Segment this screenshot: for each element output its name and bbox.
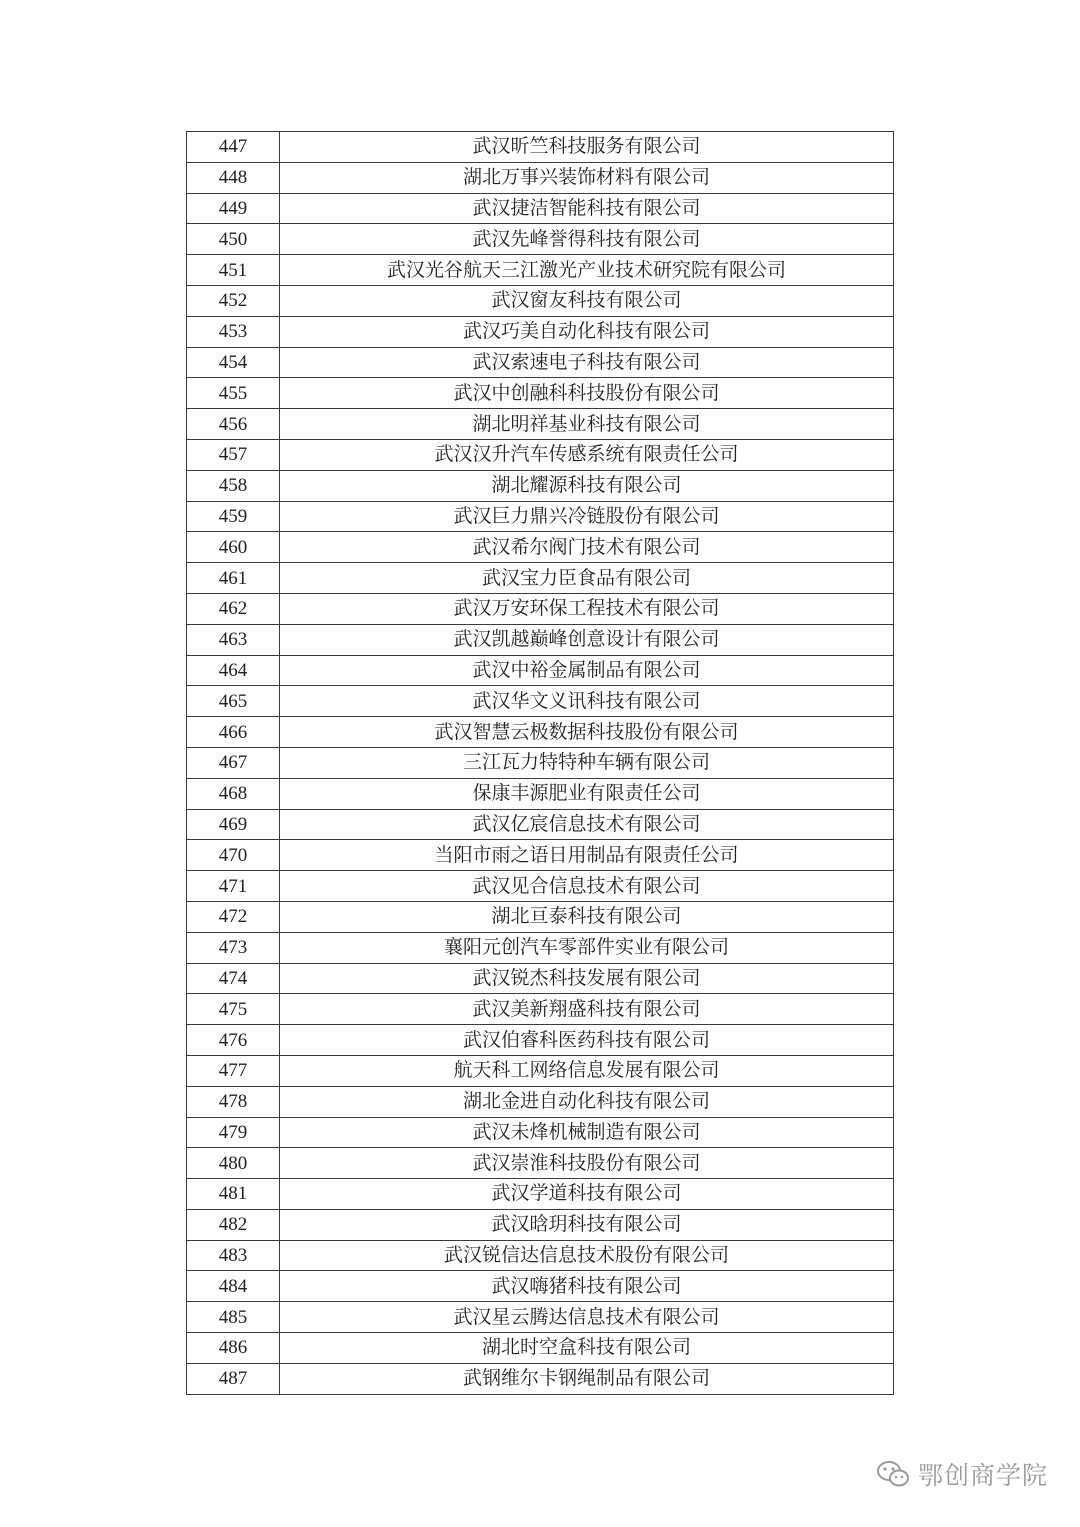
row-number: 468: [187, 778, 280, 809]
table-row: [187, 1179, 894, 1210]
table-row: [187, 1209, 894, 1240]
table-row: [187, 316, 894, 347]
row-number: 454: [187, 347, 280, 378]
row-number: 486: [187, 1333, 280, 1364]
company-name: 武汉学道科技有限公司: [280, 1179, 894, 1210]
table-row: [187, 593, 894, 624]
table-row: [187, 1117, 894, 1148]
company-name: 湖北时空盒科技有限公司: [280, 1333, 894, 1364]
table-row: [187, 901, 894, 932]
company-name: 襄阳元创汽车零部件实业有限公司: [280, 932, 894, 963]
row-number: 466: [187, 717, 280, 748]
table-row: [187, 1086, 894, 1117]
row-number: 477: [187, 1055, 280, 1086]
company-name: 武汉捷洁智能科技有限公司: [280, 193, 894, 224]
table-row: [187, 563, 894, 594]
row-number: 478: [187, 1086, 280, 1117]
company-name: 武汉智慧云极数据科技股份有限公司: [280, 717, 894, 748]
row-number: 447: [187, 132, 280, 163]
table-row: [187, 717, 894, 748]
row-number: 461: [187, 563, 280, 594]
table-row: [187, 1363, 894, 1394]
company-name: 湖北明祥基业科技有限公司: [280, 409, 894, 440]
company-name: 武汉见合信息技术有限公司: [280, 871, 894, 902]
table-row: [187, 1271, 894, 1302]
company-name: 武汉未烽机械制造有限公司: [280, 1117, 894, 1148]
table-row: [187, 162, 894, 193]
company-name: 武汉巨力鼎兴冷链股份有限公司: [280, 501, 894, 532]
table-row: [187, 747, 894, 778]
row-number: 485: [187, 1302, 280, 1333]
company-name: 湖北亘泰科技有限公司: [280, 901, 894, 932]
row-number: 484: [187, 1271, 280, 1302]
row-number: 451: [187, 255, 280, 286]
company-name: 航天科工网络信息发展有限公司: [280, 1055, 894, 1086]
row-number: 474: [187, 963, 280, 994]
company-name: 武汉窗友科技有限公司: [280, 285, 894, 316]
table-row: [187, 1302, 894, 1333]
table-row: [187, 1240, 894, 1271]
company-name: 武汉锐信达信息技术股份有限公司: [280, 1240, 894, 1271]
row-number: 464: [187, 655, 280, 686]
row-number: 482: [187, 1209, 280, 1240]
row-number: 483: [187, 1240, 280, 1271]
table-row: [187, 963, 894, 994]
table-row: [187, 1055, 894, 1086]
company-name: 武汉崇淮科技股份有限公司: [280, 1148, 894, 1179]
table-row: [187, 378, 894, 409]
row-number: 456: [187, 409, 280, 440]
table-row: [187, 994, 894, 1025]
table-row: [187, 686, 894, 717]
row-number: 449: [187, 193, 280, 224]
company-name: 武汉凯越巅峰创意设计有限公司: [280, 624, 894, 655]
table-row: [187, 470, 894, 501]
wechat-icon: [876, 1459, 910, 1489]
table-row: [187, 871, 894, 902]
row-number: 473: [187, 932, 280, 963]
row-number: 487: [187, 1363, 280, 1394]
table-row: [187, 1025, 894, 1056]
company-name: 武汉星云腾达信息技术有限公司: [280, 1302, 894, 1333]
table-row: [187, 409, 894, 440]
company-name: 武汉中裕金属制品有限公司: [280, 655, 894, 686]
company-name: 武汉昕竺科技服务有限公司: [280, 132, 894, 163]
table-row: [187, 1148, 894, 1179]
company-name: 湖北金进自动化科技有限公司: [280, 1086, 894, 1117]
table-row: [187, 224, 894, 255]
table-row: [187, 840, 894, 871]
row-number: 465: [187, 686, 280, 717]
row-number: 463: [187, 624, 280, 655]
table-row: [187, 255, 894, 286]
row-number: 470: [187, 840, 280, 871]
row-number: 480: [187, 1148, 280, 1179]
company-name: 武汉索速电子科技有限公司: [280, 347, 894, 378]
company-name: 武汉伯睿科医药科技有限公司: [280, 1025, 894, 1056]
table-row: [187, 1333, 894, 1364]
row-number: 455: [187, 378, 280, 409]
company-name: 武汉希尔阀门技术有限公司: [280, 532, 894, 563]
row-number: 476: [187, 1025, 280, 1056]
table-row: [187, 624, 894, 655]
table-row: [187, 932, 894, 963]
table-row: [187, 193, 894, 224]
company-name: 武汉锐杰科技发展有限公司: [280, 963, 894, 994]
table-row: [187, 132, 894, 163]
company-name: 武汉晗玥科技有限公司: [280, 1209, 894, 1240]
table-row: [187, 809, 894, 840]
row-number: 448: [187, 162, 280, 193]
company-name: 保康丰源肥业有限责任公司: [280, 778, 894, 809]
company-name: 武钢维尔卡钢绳制品有限公司: [280, 1363, 894, 1394]
row-number: 457: [187, 439, 280, 470]
company-name: 武汉中创融科科技股份有限公司: [280, 378, 894, 409]
row-number: 453: [187, 316, 280, 347]
company-name: 湖北万事兴装饰材料有限公司: [280, 162, 894, 193]
company-name: 武汉亿宸信息技术有限公司: [280, 809, 894, 840]
table-row: [187, 778, 894, 809]
company-name: 武汉华文义讯科技有限公司: [280, 686, 894, 717]
table-row: [187, 285, 894, 316]
company-name: 武汉嗨猪科技有限公司: [280, 1271, 894, 1302]
table-row: [187, 655, 894, 686]
company-name: 湖北耀源科技有限公司: [280, 470, 894, 501]
row-number: 450: [187, 224, 280, 255]
company-name: 三江瓦力特特种车辆有限公司: [280, 747, 894, 778]
table-row: [187, 501, 894, 532]
company-list-table: [186, 131, 894, 1395]
company-name: 当阳市雨之语日用制品有限责任公司: [280, 840, 894, 871]
company-name: 武汉汉升汽车传感系统有限责任公司: [280, 439, 894, 470]
table-body: [187, 132, 894, 1395]
table-row: [187, 532, 894, 563]
company-name: 武汉先峰誉得科技有限公司: [280, 224, 894, 255]
row-number: 452: [187, 285, 280, 316]
row-number: 467: [187, 747, 280, 778]
watermark-text: 鄂创商学院: [918, 1461, 1049, 1490]
company-name: 武汉光谷航天三江激光产业技术研究院有限公司: [280, 255, 894, 286]
row-number: 472: [187, 901, 280, 932]
company-name: 武汉宝力臣食品有限公司: [280, 563, 894, 594]
row-number: 471: [187, 871, 280, 902]
company-name: 武汉万安环保工程技术有限公司: [280, 593, 894, 624]
row-number: 462: [187, 593, 280, 624]
row-number: 469: [187, 809, 280, 840]
row-number: 479: [187, 1117, 280, 1148]
row-number: 475: [187, 994, 280, 1025]
table-row: [187, 439, 894, 470]
company-name: 武汉美新翔盛科技有限公司: [280, 994, 894, 1025]
row-number: 458: [187, 470, 280, 501]
row-number: 481: [187, 1179, 280, 1210]
row-number: 459: [187, 501, 280, 532]
row-number: 460: [187, 532, 280, 563]
watermark: [876, 1456, 1048, 1492]
table-row: [187, 347, 894, 378]
company-name: 武汉巧美自动化科技有限公司: [280, 316, 894, 347]
